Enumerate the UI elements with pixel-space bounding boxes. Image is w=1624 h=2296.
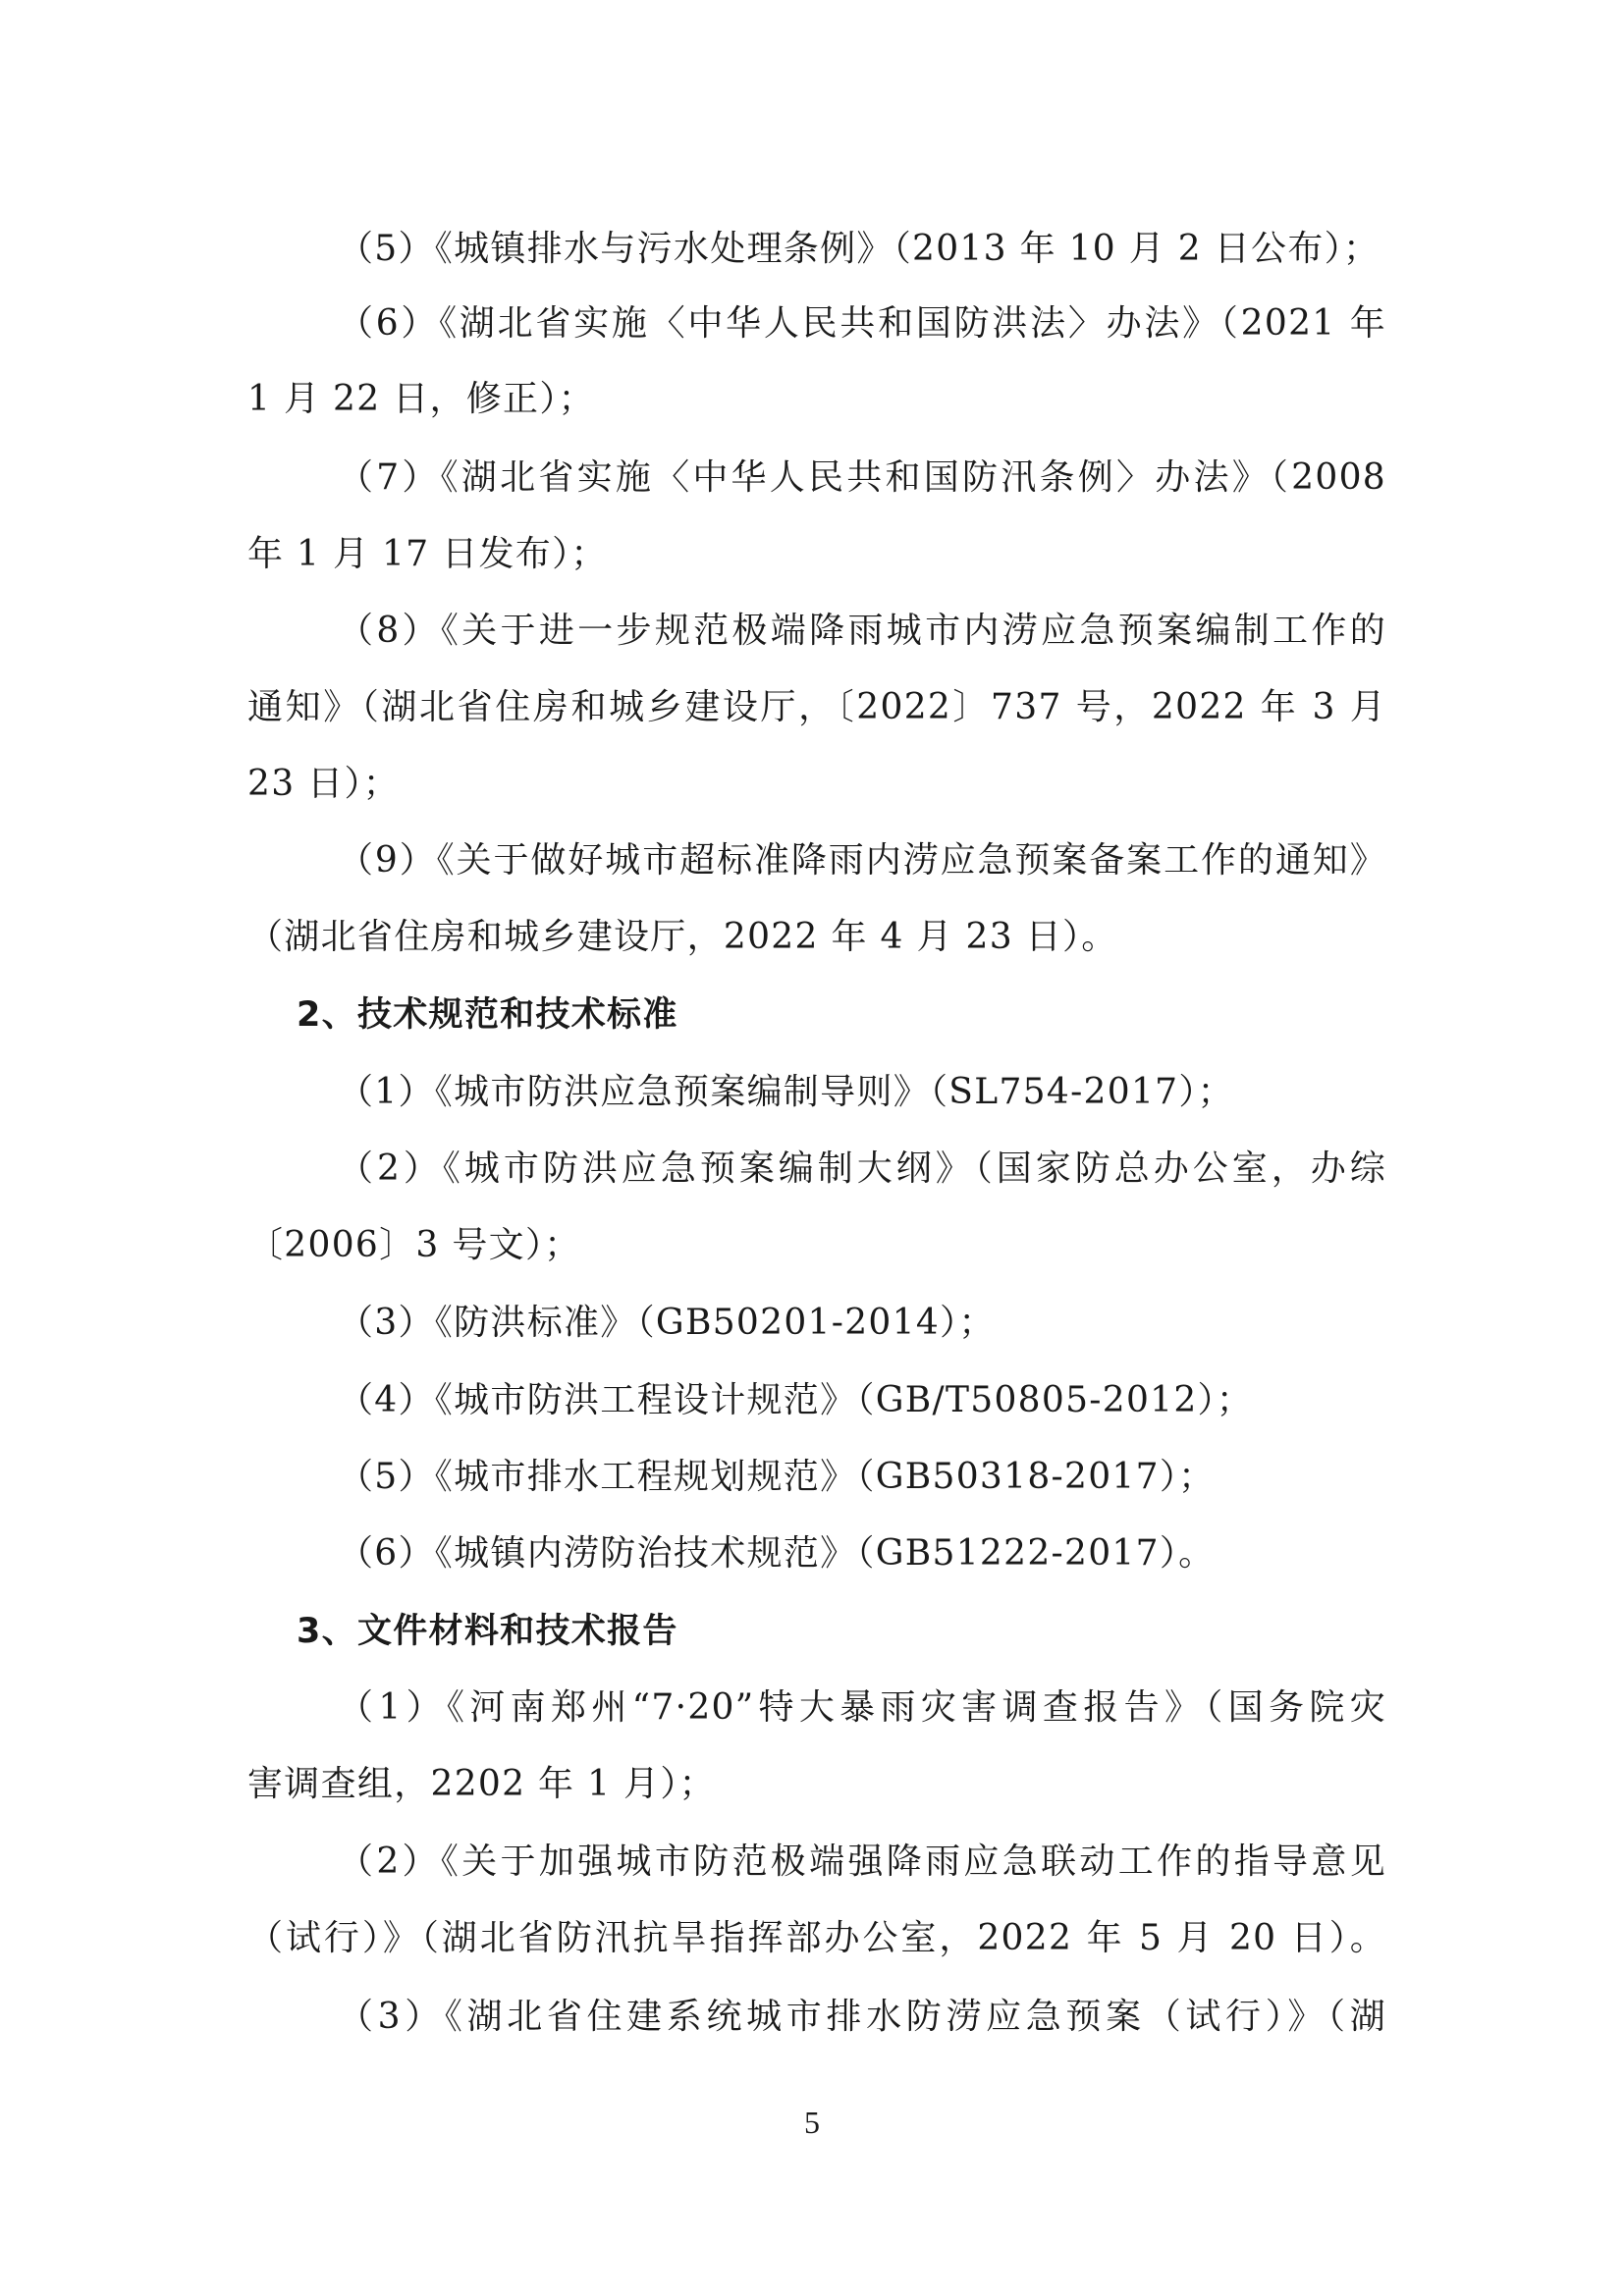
list-item-line: （6）《湖北省实施〈中华人民共和国防洪法〉办法》（2021 年 bbox=[338, 303, 1386, 344]
list-item-line: （湖北省住房和城乡建设厅，2022 年 4 月 23 日）。 bbox=[247, 917, 1118, 957]
section-heading-reports: 3、文件材料和技术报告 bbox=[297, 1612, 678, 1651]
list-item-line: （5）《城市排水工程规划规范》（GB50318-2017）； bbox=[338, 1457, 1216, 1497]
list-item-line: 害调查组，2202 年 1 月）； bbox=[247, 1764, 716, 1804]
list-item-line: （2）《城市防洪应急预案编制大纲》（国家防总办公室，办综 bbox=[338, 1148, 1386, 1189]
list-item-line: （4）《城市防洪工程设计规范》（GB/T50805-2012）； bbox=[338, 1380, 1254, 1420]
list-item-line: 23 日）； bbox=[247, 764, 401, 804]
list-item-line: （6）《城镇内涝防治技术规范》（GB51222-2017）。 bbox=[338, 1533, 1216, 1574]
list-item-line: （9）《关于做好城市超标准降雨内涝应急预案备案工作的通知》 bbox=[338, 840, 1386, 881]
list-item-line: （1）《城市防洪应急预案编制导则》（SL754-2017）； bbox=[338, 1072, 1234, 1112]
list-item-line: （2）《关于加强城市防范极端强降雨应急联动工作的指导意见 bbox=[338, 1842, 1386, 1882]
list-item-line: 年 1 月 17 日发布）； bbox=[247, 534, 608, 574]
list-item-line: 1 月 22 日，修正）； bbox=[247, 379, 595, 419]
list-item-line: 通知》（湖北省住房和城乡建设厅，〔2022〕737 号，2022 年 3 月 bbox=[247, 687, 1386, 727]
list-item-line: （7）《湖北省实施〈中华人民共和国防汛条例〉办法》（2008 bbox=[338, 457, 1386, 498]
list-item-line: （1）《河南郑州“7·20”特大暴雨灾害调查报告》（国务院灾 bbox=[338, 1687, 1386, 1728]
page-number: 5 bbox=[804, 2105, 820, 2140]
list-item-line: （3）《防洪标准》（GB50201-2014）； bbox=[338, 1303, 996, 1343]
list-item-line: （3）《湖北省住建系统城市排水防涝应急预案（试行）》（湖 bbox=[338, 1997, 1386, 2037]
section-heading-standards: 2、技术规范和技术标准 bbox=[297, 995, 678, 1035]
list-item-line: （5）《城镇排水与污水处理条例》（2013 年 10 月 2 日公布）； bbox=[338, 229, 1380, 269]
list-item-line: 〔2006〕3 号文）； bbox=[247, 1225, 581, 1265]
list-item-line: （试行）》（湖北省防汛抗旱指挥部办公室，2022 年 5 月 20 日）。 bbox=[247, 1918, 1386, 1958]
list-item-line: （8）《关于进一步规范极端降雨城市内涝应急预案编制工作的 bbox=[338, 611, 1386, 651]
